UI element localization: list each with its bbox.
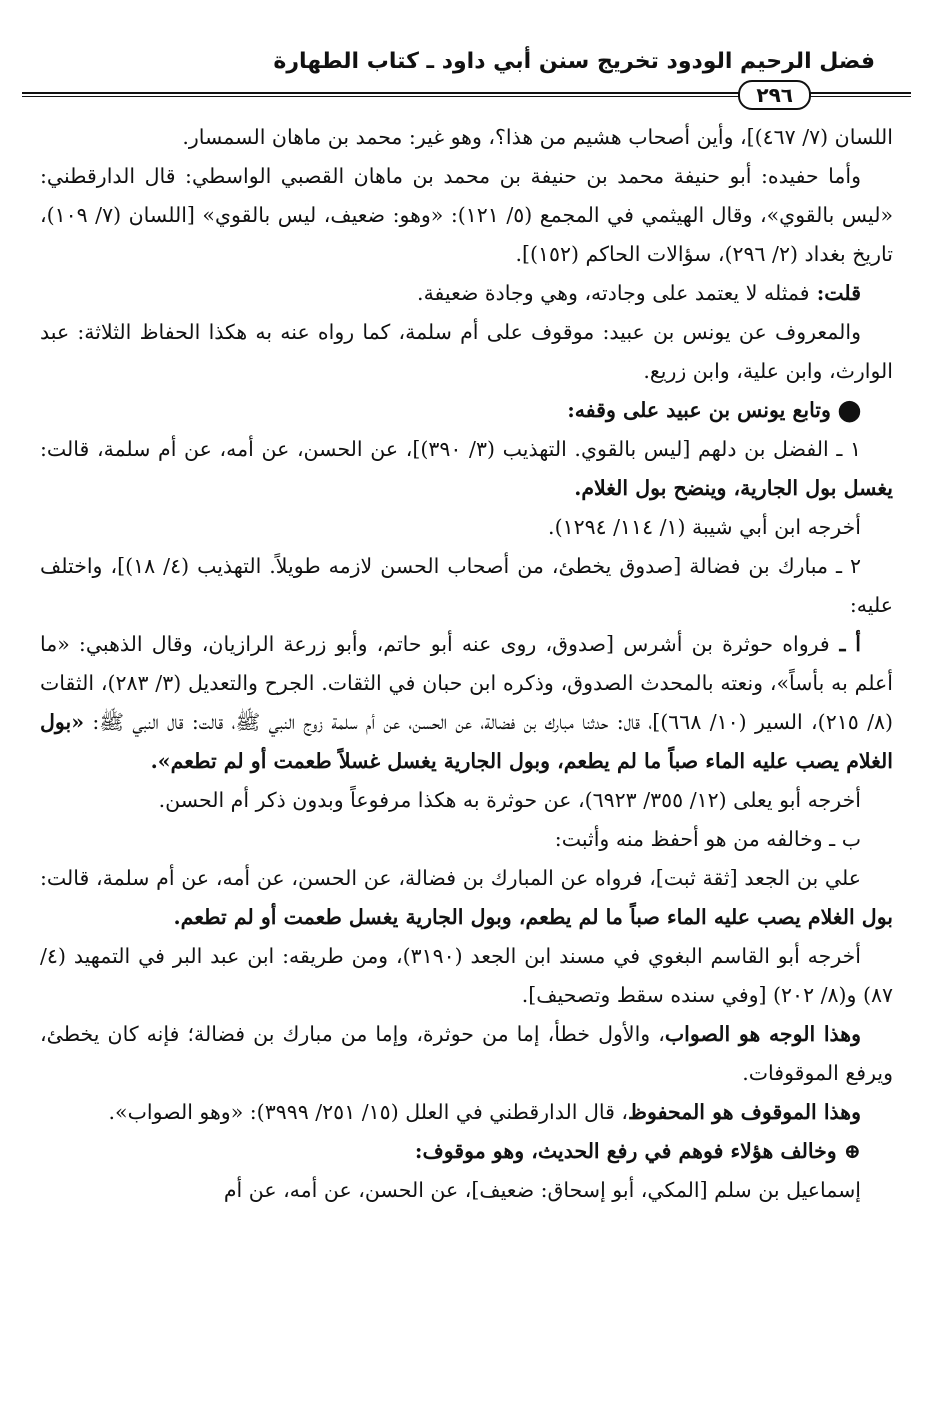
text-segment: ، والأول خطأ، إما من حوثرة، وإما من مبارك بن فضالة؛ فإنه كان يخطئ، ويرفع الموقوفات. — [40, 1022, 893, 1085]
page-number: ٢٩٦ — [738, 80, 811, 110]
paragraph — [40, 1171, 893, 1210]
bold-text-segment: «بول الغلام يصب عليه الماء صباً ما لم يطعم، وبول الجارية يغسل غسلاً طعمت أو لم تطعم». — [40, 710, 893, 773]
paragraph — [40, 937, 893, 1015]
text-segment: فمثله لا يعتمد على وجادته، وهي وجادة ضعيفة. — [417, 281, 810, 305]
running-header-title: فضل الرحيم الودود تخريج سنن أبي داود ـ كتاب الطهارة — [273, 49, 875, 74]
text-segment: وأما حفيده: أبو حنيفة محمد بن حنيفة بن محمد بن ماهان القصبي الواسطي: قال الدارقطني: «ليس بالقوي»، وقال الهيثمي في المجمع (٥/ ١٢١): «وهو: ضعيف، ليس بالقوي» [اللسان (٧/ ١٠٩)، تاريخ بغداد (٢/ ٢٩٦)، سؤالات الحاكم (١٥٢)]. — [40, 164, 893, 266]
paragraph — [40, 1132, 893, 1171]
page-header — [22, 48, 911, 108]
text-segment: والمعروف عن يونس بن عبيد: موقوف على أم سلمة، كما رواه عنه به هكذا الحفاظ الثلاثة: عبد الوارث، وابن علية، وابن زريع. — [40, 320, 893, 383]
bold-text-segment: قلت: — [809, 281, 861, 305]
paragraph — [40, 820, 893, 859]
paragraph — [40, 118, 893, 157]
bold-text-segment: وهذا الوجه هو الصواب — [664, 1022, 861, 1046]
paragraph — [40, 1093, 893, 1132]
paragraph — [40, 430, 893, 508]
bold-text-segment: أ ـ — [829, 632, 861, 656]
paragraph — [40, 391, 893, 430]
paragraph — [40, 274, 893, 313]
paragraph — [40, 859, 893, 937]
bold-text-segment: يغسل بول الجارية، وينضح بول الغلام. — [574, 476, 893, 500]
paragraph — [40, 1015, 893, 1093]
text-segment: ١ ـ الفضل بن دلهم [ليس بالقوي. التهذيب (٣/ ٣٩٠)]، عن الحسن، عن أمه، عن أم سلمة، قالت: — [40, 437, 861, 461]
bold-text-segment: ⊕ وخالف هؤلاء فوهم في رفع الحديث، وهو موقوف: — [414, 1139, 861, 1163]
text-segment: ب ـ وخالفه من هو أحفظ منه وأثبت: — [554, 827, 861, 851]
paragraph — [40, 157, 893, 274]
header-rule — [22, 80, 911, 108]
bold-text-segment: بول الغلام يصب عليه الماء صباً ما لم يطعم، وبول الجارية يغسل طعمت أو لم تطعم. — [173, 905, 893, 929]
text-segment: ، قال الدارقطني في العلل (١٥/ ٢٥١/ ٣٩٩٩): «وهو الصواب». — [108, 1100, 629, 1124]
text-segment: اللسان (٧/ ٤٦٧)]، وأين أصحاب هشيم من هذا؟، وهو غير: محمد بن ماهان السمسار. — [182, 125, 893, 149]
text-segment: علي بن الجعد [ثقة ثبت]، فرواه عن المبارك بن فضالة، عن الحسن، عن أمه، عن أم سلمة، قالت: — [40, 866, 861, 890]
text-segment: أخرجه أبو يعلى (١٢/ ٣٥٥/ ٦٩٢٣)، عن حوثرة به هكذا مرفوعاً وبدون ذكر أم الحسن. — [158, 788, 861, 812]
text-segment: ٢ ـ مبارك بن فضالة [صدوق يخطئ، من أصحاب الحسن لازمه طويلاً. التهذيب (٤/ ١٨)]، واختلف عليه: — [40, 554, 893, 617]
bold-text-segment: وهذا الموقوف هو المحفوظ — [628, 1100, 861, 1124]
paragraph — [40, 547, 893, 625]
text-segment: أخرجه أبو القاسم البغوي في مسند ابن الجعد (٣١٩٠)، ومن طريقه: ابن عبد البر في التمهيد (٤/ ٨٧) و(٨/ ٢٠٢) [وفي سنده سقط وتصحيف]. — [40, 944, 893, 1007]
bold-text-segment: ⬤ وتابع يونس بن عبيد على وقفه: — [567, 398, 861, 422]
paragraph — [40, 781, 893, 820]
document-body — [40, 118, 893, 1210]
paragraph — [40, 313, 893, 391]
text-segment: إسماعيل بن سلم [المكي، أبو إسحاق: ضعيف]، عن الحسن، عن أمه، عن أم — [223, 1178, 861, 1202]
paragraph — [40, 508, 893, 547]
text-segment: أخرجه ابن أبي شيبة (١/ ١١٤/ ١٢٩٤). — [548, 515, 861, 539]
text-segment: فرواه حوثرة بن أشرس [صدوق، روى عنه أبو حاتم، وأبو زرعة الرازيان، وقال الذهبي: «ما أعلم به بأساً»، ونعته بالمحدث الصدوق، وذكره ابن حبان في الثقات. الجرح والتعديل (٣/ ٢٨٣)، الثقات (٨/ ٢١٥)، السير (١٠/ ٦٦٨)]، قال: حدثنا مبارك بن فضالة، عن الحسن، عن أم سلمة زوج النبي ﷺ، قالت: قال النبي ﷺ: — [40, 632, 894, 734]
paragraph — [40, 625, 893, 781]
